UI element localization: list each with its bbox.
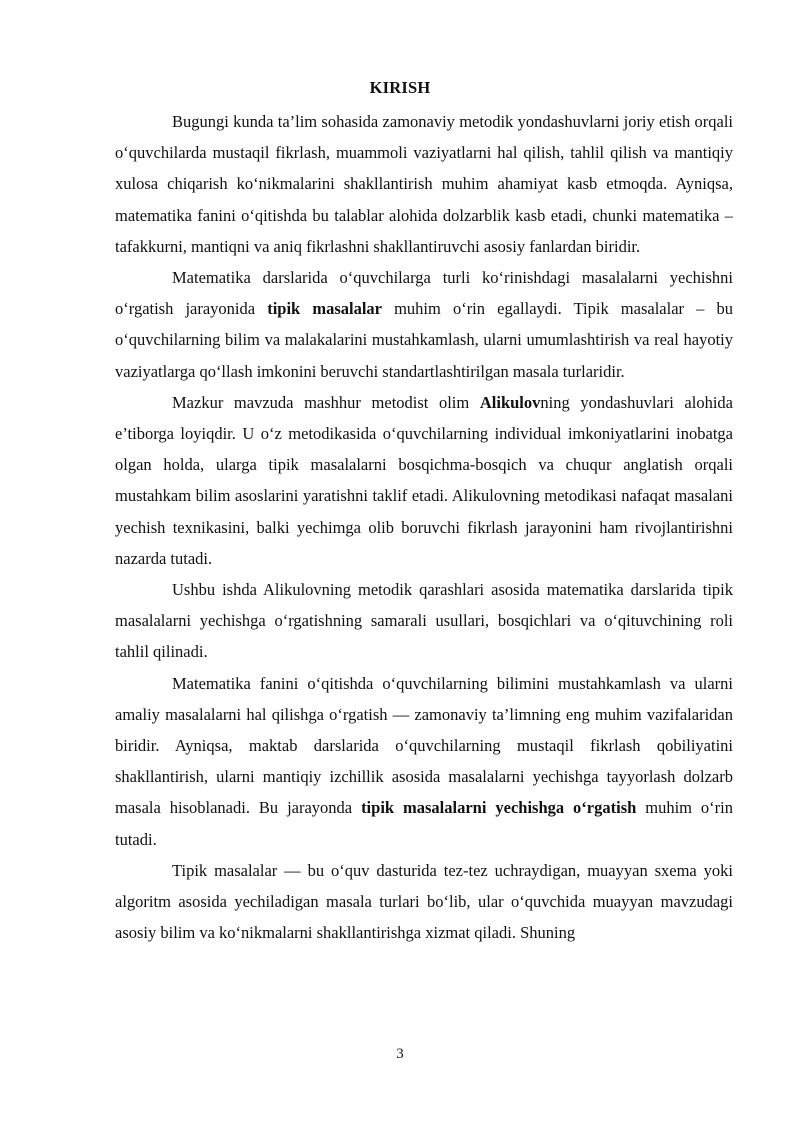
page-number: 3 [396, 1046, 404, 1062]
paragraph-6: Tipik masalalar — bu o‘quv dasturida tez-tez uchraydigan, muayyan sxema yoki algoritm asosida yechiladigan masala turlari bo‘lib, ular o‘quvchida muayyan mavzudagi asosiy bilim va ko‘nikmalarni shakllantirishga xizmat qiladi. Shuning [115, 860, 733, 943]
paragraph-1: Bugungi kunda ta’lim sohasida zamonaviy metodik yondashuvlarni joriy etish orqali o‘quvchilarda mustaqil fikrlash, muammoli vaziyatlarni hal qilish, tahlil qilish va mantiqiy xulosa chiqarish ko‘nikmalarini shakllantirish muhim ahamiyat kasb etmoqda. Ayniqsa, matematika fanini o‘qitishda bu talablar alohida dolzarblik kasb etadi, chunki matematika – tafakkurni, mantiqni va aniq fikrlashni shakllantiruvchi asosiy fanlardan biridir. [115, 112, 733, 256]
paragraph-3-text-start: Mazkur mavzuda mashhur metodist olim [172, 392, 480, 412]
paragraph-2-text-start: Matematika darslarida o‘quvchilarga turli ko‘rinishdagi masalalarni yechishni o‘rgatish jarayonida [115, 268, 733, 319]
paragraph-3-text-end: ning yondashuvlari alohida e’tiborga loyiqdir. U o‘z metodikasida o‘quvchilarning individual imkoniyatlarini inobatga olgan holda, ularga tipik masalalarni bosqichma-bosqich va chuqur anglatish orqali mustahkam bilim asoslarini yaratishni taklif etadi. Alikulovning metodikasi nafaqat masalani yechish texnikasini, balki yechimga olib boruvchi fikrlash jarayonini ham rivojlantirishni nazarda tutadi. [115, 392, 733, 568]
bold-term-alikulov: Alikulov [479, 392, 541, 412]
paragraph-2-text-end: muhim o‘rin egallaydi. Tipik masalalar – bu o‘quvchilarning bilim va malakalarini mustahkamlash, ularni umumlashtirish va real hayotiy vaziyatlarga qo‘llash imkonini beruvchi standartlashtirilgan masala turlaridir. [115, 299, 733, 381]
paragraph-2 [115, 262, 733, 387]
page-title: KIRISH [369, 78, 431, 97]
bold-term-tipik-masalalar: tipik masalalar [267, 299, 382, 319]
bold-term-tipik-masalalarni-yechishga: tipik masalalarni yechishga o‘rgatish [361, 798, 637, 818]
body-text [115, 106, 733, 948]
paragraph-3 [115, 387, 733, 574]
paragraph-5 [115, 668, 733, 855]
paragraph-5-text-end: muhim o‘rin tutadi. [115, 798, 734, 849]
paragraph-4: Ushbu ishda Alikulovning metodik qarashlari asosida matematika darslarida tipik masalalarni yechishga o‘rgatishning samarali usullari, bosqichlari va o‘qituvchining roli tahlil qilinadi. [115, 580, 733, 662]
paragraph-5-text-start: Matematika fanini o‘qitishda o‘quvchilarning bilimini mustahkamlash va ularni amaliy masalalarni hal qilishga o‘rgatish — zamonaviy ta’limning eng muhim vazifalaridan biridir. Ayniqsa, maktab darslarida o‘quvchilarning mustaqil fikrlash qobiliyatini shakllantirish, ularni mantiqiy izchillik asosida masalalarni yechishga tayyorlash dolzarb masala hisoblanadi. Bu jarayonda [115, 673, 733, 818]
